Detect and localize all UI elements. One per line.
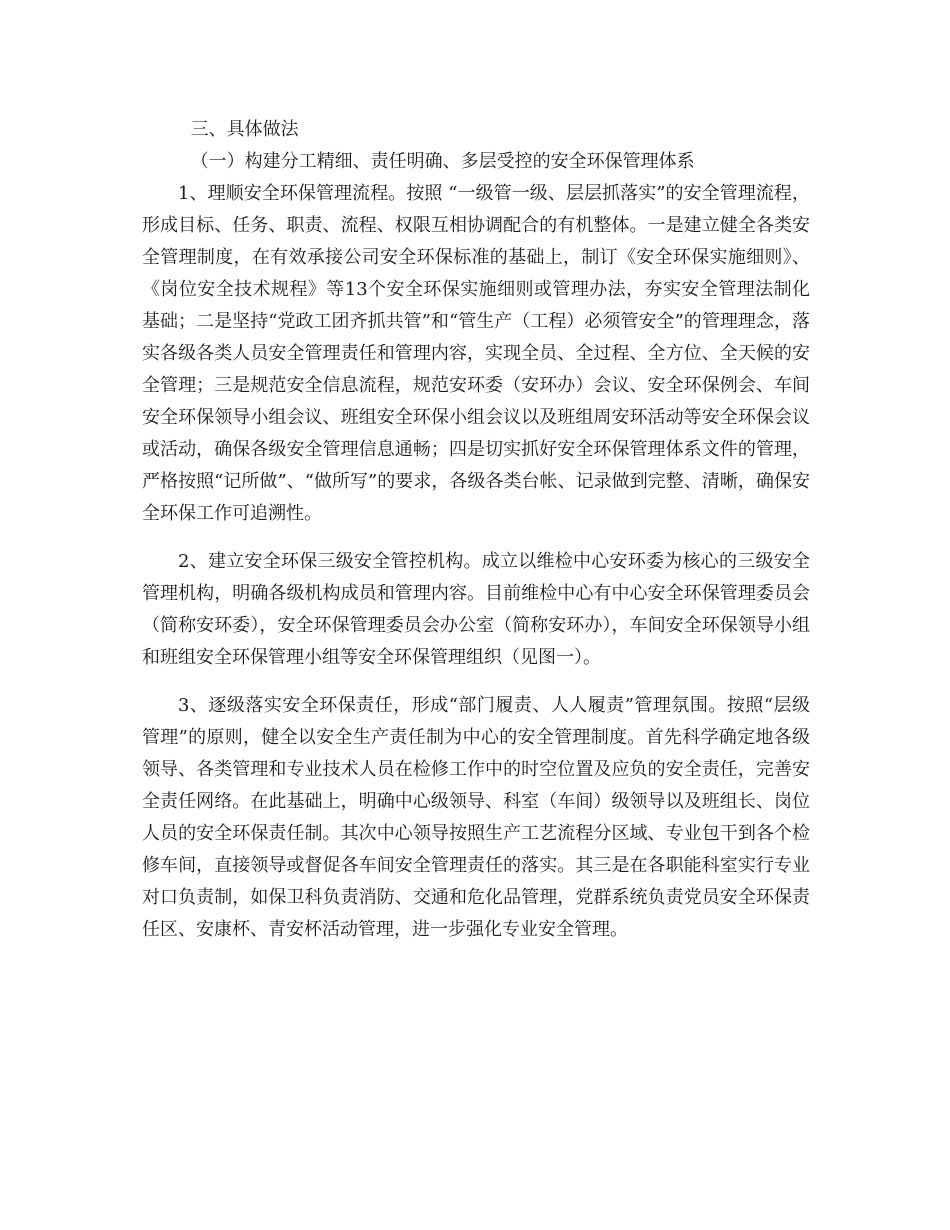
section-heading: 三、具体做法 xyxy=(190,119,299,140)
subsection-heading: （一）构建分工精细、责任明确、多层受控的安全环保管理体系 xyxy=(190,151,695,172)
paragraph-1: 1、理顺安全环保管理流程。按照 “一级管一级、层层抓落实”的安全管理流程，形成目标、任务、职责、流程、权限互相协调配合的有机整体。一是建立健全各类安全管理制度，在有效承接公司安全环保标准的基础上，制订《安全环保实施细则》、《岗位安全技术规程》等13个安全环保实施细则或管理办法，夯实安全管理法制化基础；二是坚持“党政工团齐抓共管”和“管生产（工程）必须管安全”的管理理念，落实各级各类人员安全管理责任和管理内容，实现全员、全过程、全方位、全天候的安全管理；三是规范安全信息流程，规范安环委（安环办）会议、安全环保例会、车间安全环保领导小组会议、班组安全环保小组会议以及班组周安环活动等安全环保会议或活动，确保各级安全管理信息通畅；四是切实抓好安全环保管理体系文件的管理，严格按照“记所做”、“做所写”的要求，各级各类台帐、记录做到完整、清晰，确保安全环保工作可追溯性。 xyxy=(142,183,810,524)
paragraph-2: 2、建立安全环保三级安全管控机构。成立以维检中心安环委为核心的三级安全管理机构，明确各级机构成员和管理内容。目前维检中心有中心安全环保管理委员会（简称安环委），安全环保管理委员会办公室（简称安环办），车间安全环保领导小组和班组安全环保管理小组等安全环保管理组织（见图一）。 xyxy=(142,551,810,668)
paragraph-3: 3、逐级落实安全环保责任，形成“部门履责、人人履责”管理氛围。按照“层级管理”的原则，健全以安全生产责任制为中心的安全管理制度。首先科学确定地各级领导、各类管理和专业技术人员在检修工作中的时空位置及应负的安全责任，完善安全责任网络。在此基础上，明确中心级领导、科室（车间）级领导以及班组长、岗位人员的安全环保责任制。其次中心领导按照生产工艺流程分区域、专业包干到各个检修车间，直接领导或督促各车间安全管理责任的落实。其三是在各职能科室实行专业对口负责制，如保卫科负责消防、交通和危化品管理，党群系统负责党员安全环保责任区、安康杯、青安杯活动管理，进一步强化专业安全管理。 xyxy=(142,695,810,940)
document-body xyxy=(142,114,810,946)
